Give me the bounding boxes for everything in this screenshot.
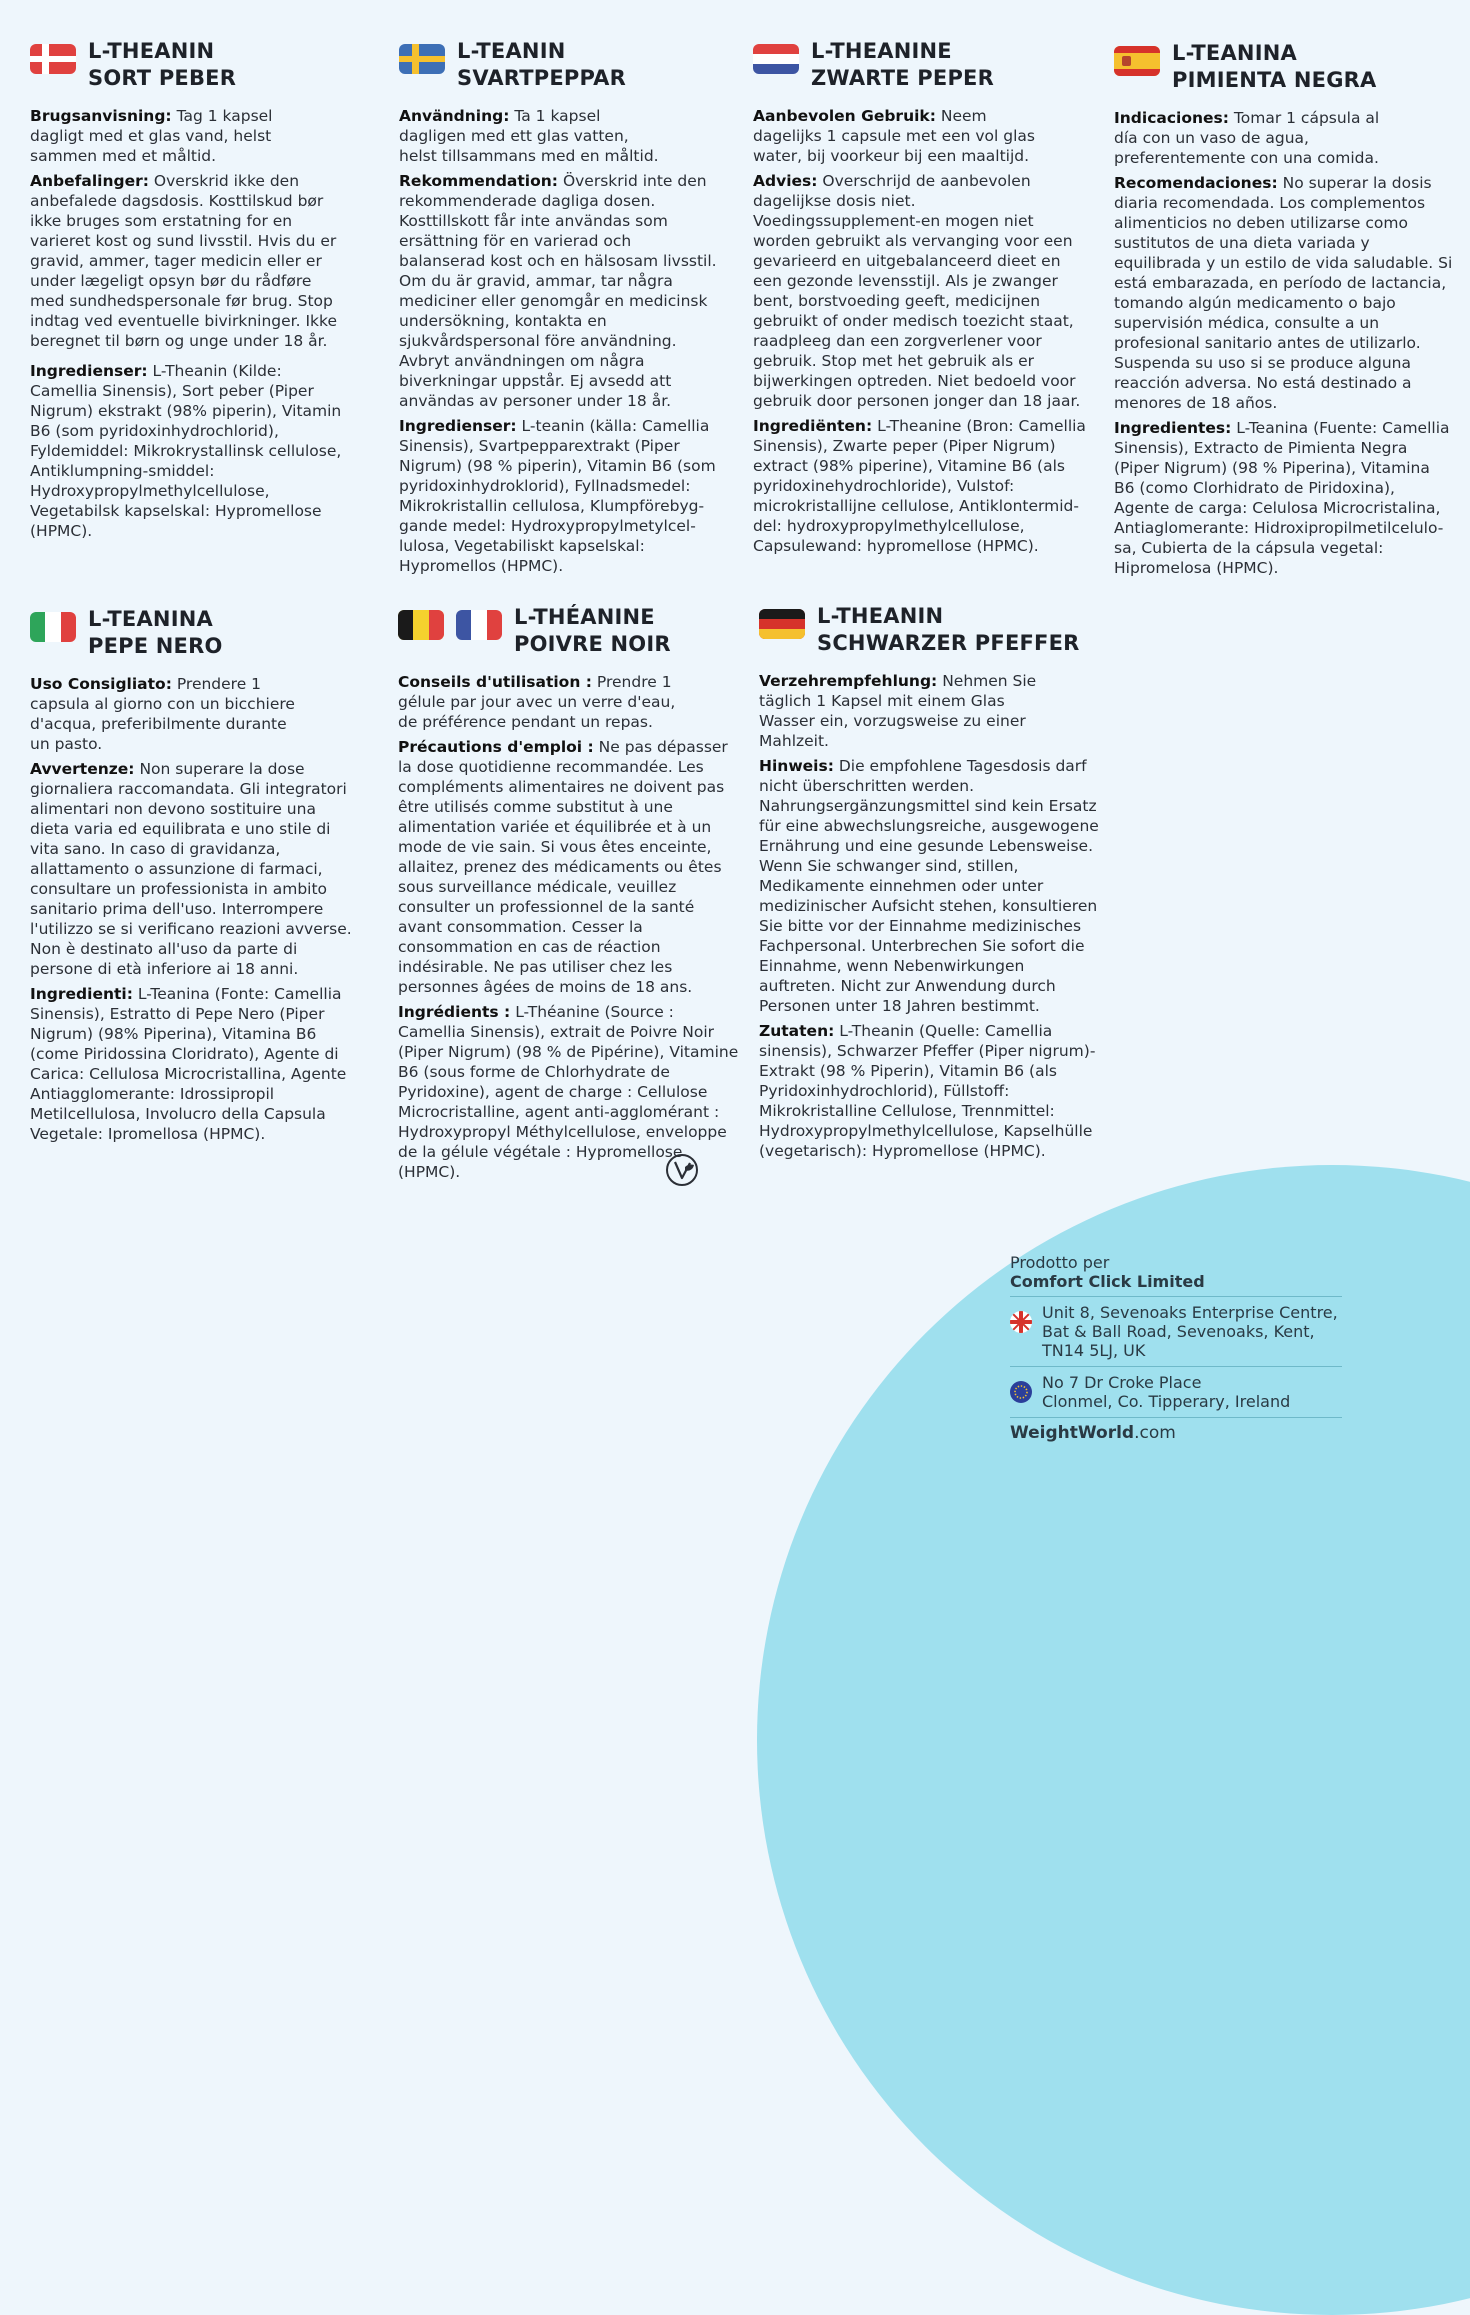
vegan-leaf-icon [665, 1153, 699, 1187]
eu-flag-icon [1010, 1381, 1032, 1403]
usage-label: Aanbevolen Gebruik: [753, 107, 936, 125]
website-tld: .com [1134, 1423, 1176, 1443]
section-subtitle: SORT PEBER [88, 66, 237, 90]
uk-address-line2: Bat & Ball Road, Sevenoaks, Kent, [1042, 1322, 1315, 1341]
ingredients-label: Ingrédients : [398, 1003, 511, 1021]
contact-block [1010, 1253, 1342, 1444]
section-title: L-TEANIN [457, 39, 566, 63]
website-brand: WeightWorld [1010, 1423, 1135, 1443]
section-subtitle: SCHWARZER PFEFFER [817, 631, 1080, 655]
ingredients-text: L-Teanina (Fuente: Camellia Sinensis), Extracto de Pimienta Negra (Piper Nigrum) (98 % Piperina), Vitamina B6 (como Clorhidrato de Piridoxina), Agente de carga: Celulosa Microcristalina, Antiaglomerante: Hidroxipropilmetilcelulo-sa, Cubierta de la cápsula vegetal: Hipromelosa (HPMC). [1114, 419, 1450, 577]
warning-label: Avvertenze: [30, 760, 135, 778]
usage-label: Conseils d'utilisation : [398, 673, 592, 691]
website-link[interactable] [1010, 1422, 1342, 1444]
warning-text: Non superare la dose giornaliera raccomandata. Gli integratori alimentari non devono sostituire una dieta varia ed equilibrata e uno stile di vita sano. In caso di gravidanza, allattamento o assunzione di farmaci, consultare un professionista in ambito sanitario prima dell'uso. Interrompere l'utilizzo se si verificano reazioni avverse. Non è destinato all'uso da parte di persone di età inferiore ai 18 anni. [30, 760, 352, 978]
section-title: L-THEANIN [88, 39, 215, 63]
warning-label: Hinweis: [759, 757, 834, 775]
section-title: L-THÉANINE [514, 605, 655, 629]
warning-text: Overskrid ikke den anbefalede dagsdosis. Kosttilskud bør ikke bruges som erstatning for en varieret kost og sund livsstil. Hvis du er gravid, ammer, tager medicin eller er under lægeligt opsyn bør du rådføre med sundhedspersonale før brug. Stop indtag ved eventuelle bivirkninger. Ikke beregnet til børn og unge under 18 år. [30, 172, 337, 350]
netherlands-flag-icon [753, 44, 799, 74]
section-italian [30, 606, 355, 1149]
france-flag-icon [456, 610, 502, 640]
ingredients-label: Zutaten: [759, 1022, 835, 1040]
section-title: L-TEANINA [88, 607, 213, 631]
uk-address-line3: TN14 5LJ, UK [1042, 1341, 1146, 1360]
section-title: L-THEANINE [811, 39, 952, 63]
usage-text: Tomar 1 cápsula al día con un vaso de agua, preferentemente con una comida. [1114, 109, 1380, 167]
warning-text: Overschrijd de aanbevolen dagelijkse dosis niet. Voedingssupplement-en mogen niet worden gebruikt als vervanging voor een gevarieerd en uitgebalanceerd dieet en een gezonde levensstijl. Als je zwanger bent, borstvoeding geeft, medicijnen gebruikt of onder medisch toezicht staat, raadpleeg dan een zorgverlener voor gebruik. Stop met het gebruik als er bijwerkingen optreden. Niet bedoeld voor gebruik door personen jonger dan 18 jaar. [753, 172, 1081, 410]
uk-flag-icon [1010, 1311, 1032, 1333]
sweden-flag-icon [399, 44, 445, 74]
section-danish [30, 38, 350, 546]
section-subtitle: ZWARTE PEPER [811, 66, 994, 90]
warning-label: Rekommendation: [399, 172, 558, 190]
belgium-flag-icon [398, 610, 444, 640]
section-german [759, 603, 1099, 1166]
warning-text: Överskrid inte den rekommenderade dagliga dosen. Kosttillskott får inte användas som ersättning för en varierad och balanserad kost och en hälsosam livsstil. Om du är gravid, ammar, tar några mediciner eller genomgår en medicinsk undersökning, kontakta en sjukvårdspersonal före användning. Avbryt användningen om några biverkningar uppstår. Ej avsedd att användas av personer under 18 år. [399, 172, 717, 410]
warning-text: Die empfohlene Tagesdosis darf nicht überschritten werden. Nahrungsergänzungsmittel sind kein Ersatz für eine abwechslungsreiche, ausgewogene Ernährung und eine gesunde Lebensweise. Wenn Sie schwanger sind, stillen, Medikamente einnehmen oder unter medizinischer Aufsicht stehen, konsultieren Sie bitte vor der Einnahme medizinisches Fachpersonal. Unterbrechen Sie sofort die Einnahme, wenn Nebenwirkungen auftreten. Nicht zur Anwendung durch Personen unter 18 Jahren bestimmt. [759, 757, 1099, 1015]
germany-flag-icon [759, 609, 805, 639]
ingredients-text: L-Theanin (Kilde: Camellia Sinensis), Sort peber (Piper Nigrum) ekstrakt (98% piperin), Vitamin B6 (som pyridoxinhydrochlorid), Fyldemiddel: Mikrokrystallinsk cellulose, Antiklumpning-smiddel: Hydroxypropylmethylcellulose, Vegetabilsk kapselskal: Hypromellose (HPMC). [30, 362, 342, 540]
usage-text: Prendre 1 gélule par jour avec un verre d'eau, de préférence pendant un repas. [398, 673, 676, 731]
ingredients-text: L-teanin (källa: Camellia Sinensis), Svartpepparextrakt (Piper Nigrum) (98 % piperin), Vitamin B6 (som pyridoxinhydroklorid), Fyllnadsmedel: Mikrokristallin cellulosa, Klumpförebyg-gande medel: Hydroxypropylmetylcel-lulosa, Vegetabiliskt kapselskal: Hypromellos (HPMC). [399, 417, 716, 575]
denmark-flag-icon [30, 44, 76, 74]
ingredients-label: Ingredientes: [1114, 419, 1232, 437]
usage-text: Neem dagelijks 1 capsule met een vol glas water, bij voorkeur bij een maaltijd. [753, 107, 1035, 165]
section-swedish [399, 38, 719, 581]
usage-label: Verzehrempfehlung: [759, 672, 938, 690]
section-spanish [1114, 40, 1454, 583]
produced-for-label: Prodotto per [1010, 1253, 1110, 1272]
usage-text: Tag 1 kapsel dagligt med et glas vand, helst sammen med et måltid. [30, 107, 273, 165]
usage-label: Indicaciones: [1114, 109, 1229, 127]
ingredients-text: L-Théanine (Source : Camellia Sinensis), extrait de Poivre Noir (Piper Nigrum) (98 % de Pipérine), Vitamine B6 (sous forme de Chlorhydrate de Pyridoxine), agent de charge : Cellulose Microcristalline, agent anti-agglomérant : Hydroxypropyl Méthylcellulose, enveloppe de la gélule végétale : Hypromellose (HPMC). [398, 1003, 739, 1181]
section-title: L-THEANIN [817, 604, 944, 628]
section-subtitle: SVARTPEPPAR [457, 66, 626, 90]
ie-address-line1: No 7 Dr Croke Place [1042, 1373, 1202, 1392]
ingredients-label: Ingredienser: [399, 417, 517, 435]
italy-flag-icon [30, 612, 76, 642]
section-subtitle: POIVRE NOIR [514, 632, 671, 656]
usage-label: Brugsanvisning: [30, 107, 172, 125]
section-subtitle: PEPE NERO [88, 634, 223, 658]
uk-address-line1: Unit 8, Sevenoaks Enterprise Centre, [1042, 1303, 1338, 1322]
usage-text: Ta 1 kapsel dagligen med ett glas vatten, helst tillsammans med en måltid. [399, 107, 659, 165]
ingredients-text: L-Theanin (Quelle: Camellia sinensis), Schwarzer Pfeffer (Piper nigrum)-Extrakt (98 % Piperin), Vitamin B6 (als Pyridoxinhydrochlorid), Füllstoff: Mikrokristalline Cellulose, Trennmittel: Hydroxypropylmethylcellulose, Kapselhülle (vegetarisch): Hypromellose (HPMC). [759, 1022, 1096, 1160]
warning-label: Anbefalinger: [30, 172, 149, 190]
usage-label: Användning: [399, 107, 510, 125]
usage-text: Nehmen Sie täglich 1 Kapsel mit einem Glas Wasser ein, vorzugsweise zu einer Mahlzeit. [759, 672, 1037, 750]
section-french [398, 604, 743, 1187]
ingredients-label: Ingredienser: [30, 362, 148, 380]
warning-text: Ne pas dépasser la dose quotidienne recommandée. Les compléments alimentaires ne doivent pas être utilisés comme substitut à une alimentation variée et équilibrée et à un mode de vie sain. Si vous êtes enceinte, allaitez, prenez des médicaments ou êtes sous surveillance médicale, veuillez consulter un professionnel de la santé avant consommation. Cesser la consommation en cas de réaction indésirable. Ne pas utiliser chez les personnes âgées de moins de 18 ans. [398, 738, 728, 996]
usage-label: Uso Consigliato: [30, 675, 172, 693]
ie-address-line2: Clonmel, Co. Tipperary, Ireland [1042, 1392, 1291, 1411]
ingredients-label: Ingredienti: [30, 985, 133, 1003]
spain-flag-icon [1114, 46, 1160, 76]
company-name: Comfort Click Limited [1010, 1272, 1205, 1291]
warning-text: No superar la dosis diaria recomendada. Los complementos alimenticios no deben utilizarse como sustitutos de una dieta variada y equilibrada y un estilo de vida saludable. Si está embarazada, en período de lactancia, tomando algún medicamento o bajo supervisión médica, consulte a un profesional sanitario antes de utilizarlo. Suspenda su uso si se produce alguna reacción adversa. No está destinado a menores de 18 años. [1114, 174, 1453, 412]
section-title: L-TEANINA [1172, 41, 1297, 65]
ingredients-text: L-Teanina (Fonte: Camellia Sinensis), Estratto di Pepe Nero (Piper Nigrum) (98% Piperina), Vitamina B6 (come Piridossina Cloridrato), Agente di Carica: Cellulosa Microcristallina, Agente Antiagglomerante: Idrossipropil Metilcellulosa, Involucro della Capsula Vegetale: Ipromellosa (HPMC). [30, 985, 347, 1143]
warning-label: Advies: [753, 172, 818, 190]
ingredients-label: Ingrediënten: [753, 417, 873, 435]
section-subtitle: PIMIENTA NEGRA [1172, 68, 1377, 92]
usage-text: Prendere 1 capsula al giorno con un bicchiere d'acqua, preferibilmente durante un pasto. [30, 675, 295, 753]
warning-label: Précautions d'emploi : [398, 738, 594, 756]
ingredients-text: L-Theanine (Bron: Camellia Sinensis), Zwarte peper (Piper Nigrum) extract (98% piperine), Vitamine B6 (als pyridoxinehydrochloride), Vulstof: microkristallijne cellulose, Antiklontermid-del: hydroxypropylmethylcellulose, Capsulewand: hypromellose (HPMC). [753, 417, 1086, 555]
section-dutch [753, 38, 1088, 561]
warning-label: Recomendaciones: [1114, 174, 1278, 192]
